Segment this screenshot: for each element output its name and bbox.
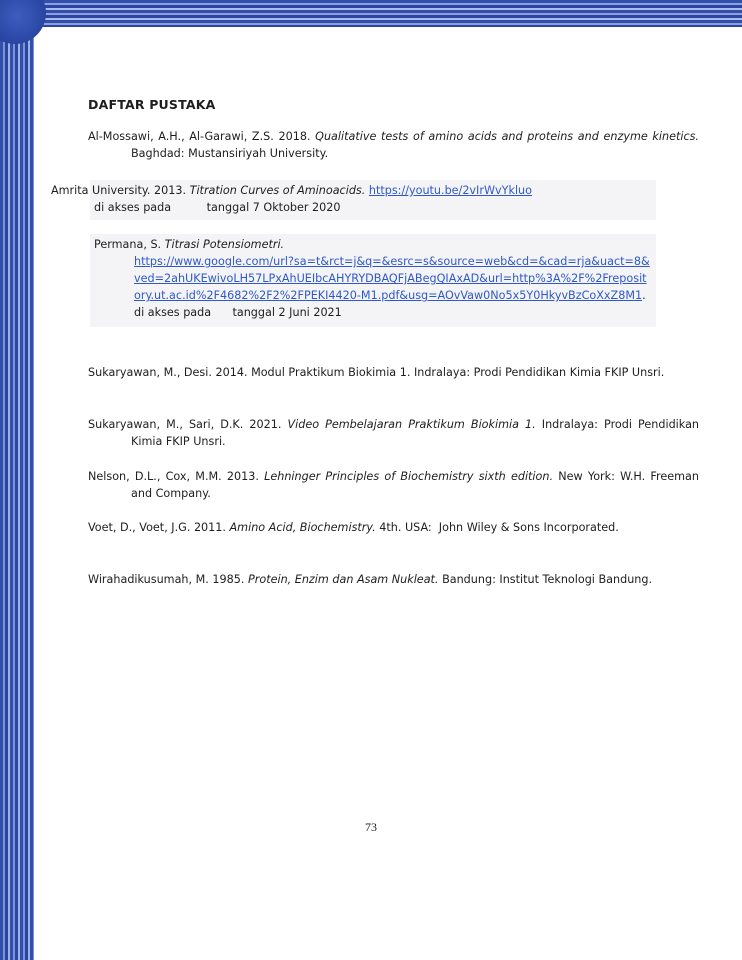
ref-4-text: Sukaryawan, M., Desi. 2014. Modul Praktikum Biokimia 1. Indralaya: Prodi Pendidikan Kimia FKIP Unsri. bbox=[88, 366, 665, 379]
ref-6-publisher: New York: W.H. Freeman and Company. bbox=[131, 470, 699, 500]
ref-8-title: Protein, Enzim dan Asam Nukleat. bbox=[248, 573, 439, 586]
ref-7-publisher: 4th. USA: John Wiley & Sons Incorporated. bbox=[379, 521, 619, 534]
ref-8-publisher: Bandung: Institut Teknologi Bandung. bbox=[442, 573, 653, 586]
ref-2-authors: Amrita University. 2013. bbox=[51, 184, 187, 197]
ref-1-title: Qualitative tests of amino acids and proteins and enzyme kinetics. bbox=[315, 130, 699, 143]
ref-5-publisher: Indralaya: Prodi Pendidikan Kimia FKIP Unsri. bbox=[131, 418, 700, 448]
reference-item-4 bbox=[88, 364, 699, 381]
ref-5-title: Video Pembelajaran Praktikum Biokimia 1. bbox=[287, 418, 536, 431]
reference-item-3 bbox=[90, 234, 656, 327]
ref-7-title: Amino Acid, Biochemistry. bbox=[229, 521, 376, 534]
ref-6-title: Lehninger Principles of Biochemistry sixth edition. bbox=[264, 470, 554, 483]
left-decorative-border bbox=[0, 0, 34, 960]
ref-8-authors: Wirahadikusumah, M. 1985. bbox=[88, 573, 245, 586]
top-decorative-border bbox=[0, 0, 742, 27]
reference-item-1 bbox=[88, 128, 699, 162]
ref-7-authors: Voet, D., Voet, J.G. 2011. bbox=[88, 521, 226, 534]
ref-5-authors: Sukaryawan, M., Sari, D.K. 2021. bbox=[88, 418, 282, 431]
ref-3-link[interactable]: https://www.google.com/url?sa=t&rct=j&q=&esrc=s&source=web&cd=&cad=rja&uact=8&ved=2ahUKEwivoLH57LPxAhUEIbcAHYRYDBAQFjABegQIAxAD&url=http%3A%2F%2Frepository.ut.ac.id%2F4682%2F2%2FPEKI4420-M1.pdf&usg=AOvVaw0No5x5Y0HkyvBzCoXxZ8M1 bbox=[134, 255, 650, 302]
ref-6-authors: Nelson, D.L., Cox, M.M. 2013. bbox=[88, 470, 259, 483]
bibliography-heading: DAFTAR PUSTAKA bbox=[88, 97, 216, 112]
ref-3-title: Titrasi Potensiometri. bbox=[164, 238, 285, 251]
reference-item-7 bbox=[88, 519, 699, 536]
ref-3-access-date: . di akses pada tanggal 2 Juni 2021 bbox=[134, 289, 650, 319]
reference-item-5 bbox=[88, 416, 699, 450]
ref-1-publisher: Baghdad: Mustansiriyah University. bbox=[131, 147, 329, 160]
reference-item-8 bbox=[88, 571, 699, 588]
ref-2-title: Titration Curves of Aminoacids. bbox=[189, 184, 366, 197]
ref-2-access-date: di akses pada tanggal 7 Oktober 2020 bbox=[94, 201, 341, 214]
reference-item-6 bbox=[88, 468, 699, 502]
page-number: 73 bbox=[365, 820, 377, 834]
ref-2-link[interactable]: https://youtu.be/2vIrWvYkluo bbox=[368, 184, 532, 197]
corner-circle-ornament bbox=[0, 0, 46, 44]
ref-3-authors: Permana, S. bbox=[94, 238, 162, 251]
ref-1-authors: Al-Mossawi, A.H., Al-Garawi, Z.S. 2018. bbox=[88, 130, 311, 143]
reference-item-2 bbox=[51, 180, 656, 220]
